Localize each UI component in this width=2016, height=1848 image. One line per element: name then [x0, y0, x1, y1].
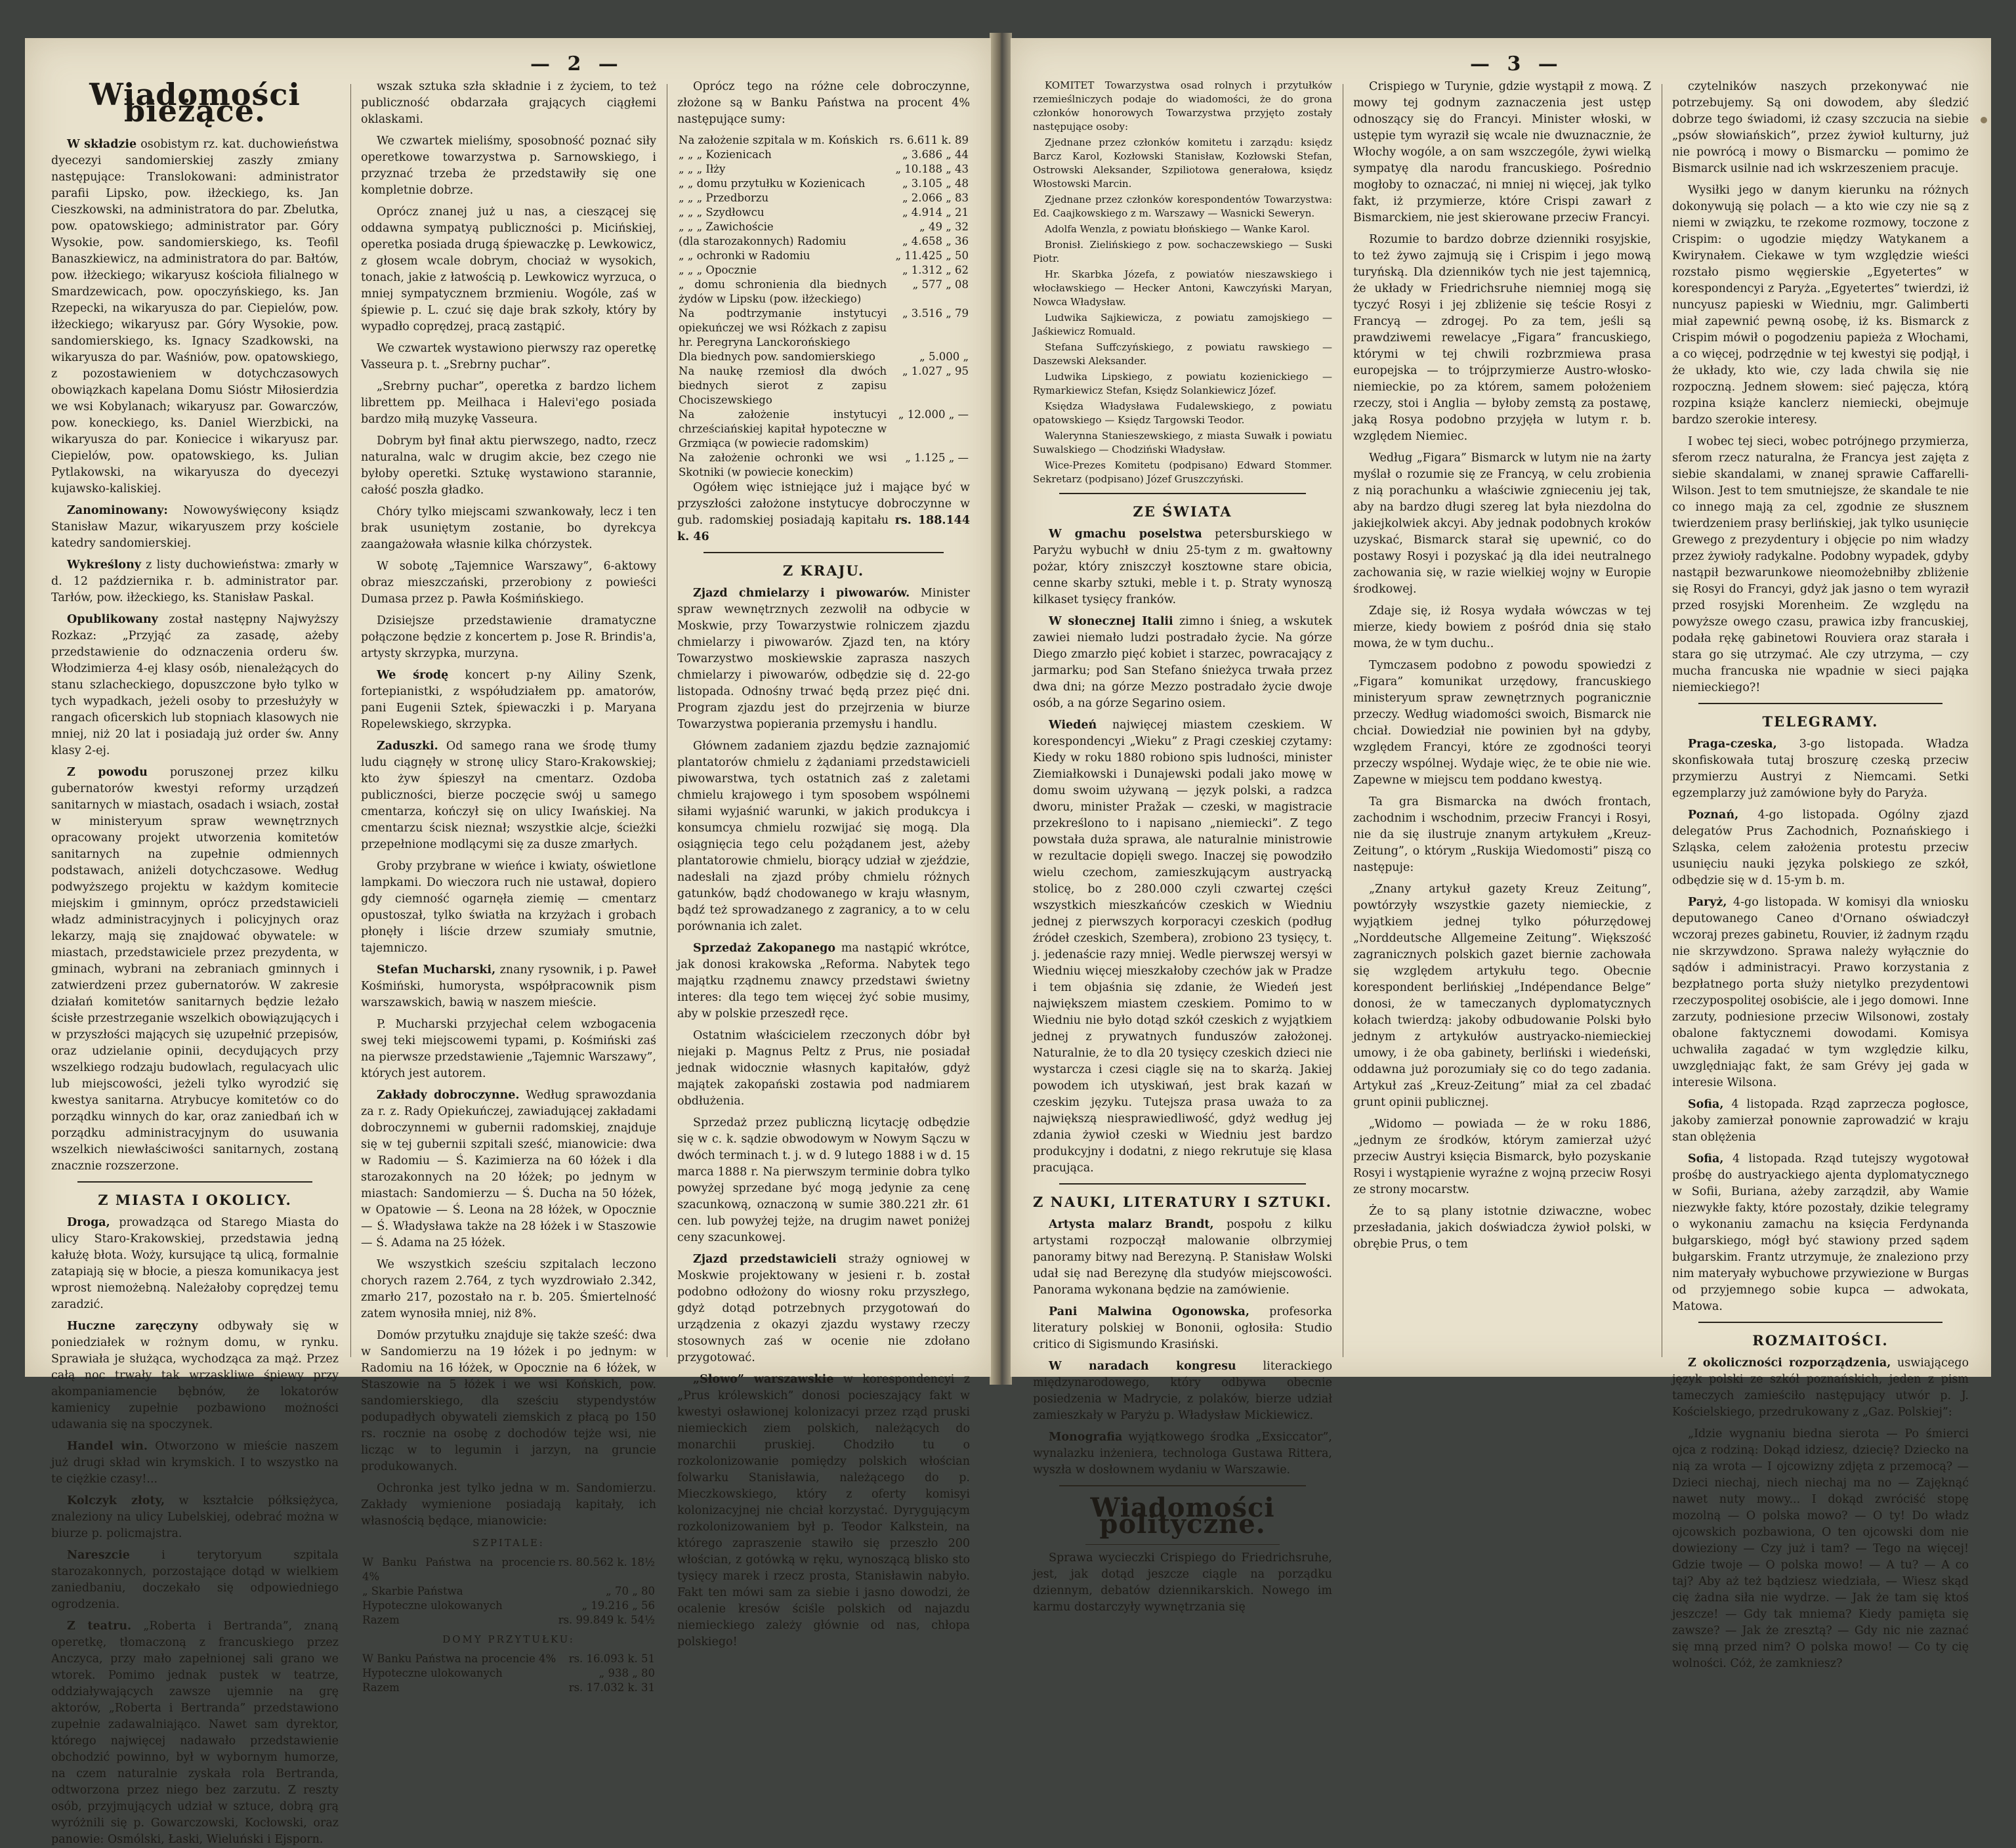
article-text: 4-go listopada. Ogólny zjazd delegatów Prus Zachodnich, Poznańskiego i Szląska, celem założenia protestu przeciw usunięciu nauki języka polskiego ze szkół, odbędzie się w d. 15-ym b. m.: [1672, 808, 1969, 887]
article-paragraph: [361, 962, 656, 1011]
article-paragraph: [361, 738, 656, 853]
article-paragraph: [361, 1328, 656, 1475]
article-paragraph: [361, 1087, 656, 1251]
list-entry: Zjednane przez członków komitetu i zarządu: księdz Barcz Karol, Kozłowski Stanisław, Kozłowski Stefan, Ostrowski Aleksander, Szpiliotowa generałowa, księdz Włostowski Marcin.: [1033, 136, 1332, 190]
article-text: został następny Najwyższy Rozkaz: „Przyjąć za zasadę, ażeby przedstawienie do odznaczenia orderu św. Włodzimierza 4-ej klasy osób, nienależących do stanu szlacheckiego, dopuszczone było tylko w tych wypadkach, jeżeli osoby to przesłużyły w rangach oficerskich lub stopniach klasowych nie mniej, niż 20 lat i posiadają już order św. Anny klasy 2-ej.: [51, 613, 339, 757]
article-paragraph: [51, 1215, 339, 1313]
article-text: P. Mucharski przyjechał celem wzbogacenia swej teki miejscowemi typami, p. Kośmiński zaś na pierwsze przedstawienie „Tajemnic Warszawy”, których jest autorem.: [361, 1018, 656, 1080]
book-gutter: [990, 33, 1012, 1385]
left-page: [25, 38, 991, 1846]
table-row: [677, 350, 970, 364]
article-text: We czwartek wystawiono pierwszy raz operetkę Vasseura p. t. „Srebrny puchar”.: [361, 342, 656, 371]
article-text: Od samego rana we środę tłumy ludu ciągnęły w stronę ulicy Staro-Krakowskiej; kto żyw śpieszył na cmentarz. Ozdoba publiczności, bierze poczęcie swój u samego cmentarza, kończył się on ulicy Iwańskiej. Na cmentarzu ścisk nieznał; wszystkie alcje, ścieżki przepełnione modlącymi się za dusze zmarłych.: [361, 740, 656, 851]
divider: [77, 1181, 312, 1183]
row-amount: „ 577 „ 08: [912, 278, 969, 291]
article-lead: Zjazd chmielarzy i piwowarów.: [693, 587, 910, 600]
article-text: Chóry tylko miejscami szwankowały, lecz i ten brak usuniętym zostanie, bo dyrekcya zaangażowała własnie kilka chórzystek.: [361, 505, 656, 551]
row-label: „ „ „ Opocznie: [679, 264, 757, 276]
article-paragraph: [1353, 794, 1651, 876]
article-text: petersburskiego w Paryżu wybuchł w dniu 25-tym z m. gwałtowny pożar, który zniszczył kosztowne stare obicia, cenne skarby sztuki, meble i t. p. Straty wynoszą kilkaset tysięcy franków.: [1033, 528, 1332, 606]
table-row: [677, 306, 970, 350]
article-paragraph: [51, 1547, 339, 1613]
article-paragraph: [1033, 1429, 1332, 1479]
article-paragraph: [1033, 717, 1332, 1177]
divider: [1698, 703, 1942, 704]
section-heading: Z KRAJU.: [782, 562, 865, 579]
article-text: pospołu z kilku artystami rozpoczął malowanie olbrzymiej panoramy bitwy nad Berezyną. P. Stanisław Wolski udał się nad Berezynę dla studyów miejscowości. Panorama wykonana będzie na zamówienie.: [1033, 1218, 1333, 1297]
article-paragraph: [361, 433, 656, 499]
list-entry: Hr. Skarbka Józefa, z powiatów nieszawskiego i włocławskiego — Hecker Antoni, Kawczyński Maryan, Nowca Władysław.: [1033, 268, 1332, 308]
article-text: Dobrym był finał aktu pierwszego, nadto, rzecz naturalna, walc w drugim akcie, bez czego nie byłoby operetki. Sztukę wystawiono starannie, całość poszła gładko.: [361, 434, 656, 497]
article-paragraph: [1353, 79, 1651, 226]
list-entry: Księdza Władysława Fudalewskiego, z powiatu opatowskiego — Księdz Targowski Teodor.: [1033, 400, 1332, 426]
table-row: [361, 1652, 656, 1666]
article-text: Dzisiejsze przedstawienie dramatyczne połączone będzie z koncertem p. Jose R. Brindis'a, artysty skrzypka, murzyna.: [361, 614, 656, 660]
row-amount: „ 4.658 „ 36: [902, 235, 969, 247]
article-paragraph: [361, 558, 656, 608]
article-lead: W składzie: [67, 138, 137, 151]
article-paragraph: [1353, 1116, 1651, 1198]
article-text: „Roberta i Bertranda”, znaną operetkę, tłomaczoną z francuskiego przez Anczyca, przy mało zapełnionej sali grano we wtorek. Pomimo jednak pustek w teatrze, oddziaływających zawsze ujemnie na grę aktorów, „Roberta i Bertranda” przedstawiono zupełnie zadawalniająco. Nawet sam dyrektor, którego najwięcej nadawało przedstawienie obchodzić powinno, był w wybornym humorze, na czem naturalnie zyskała rola Bertranda, odtworzona przez niego bez zarzutu. Z reszty osób, przyjmujących udział w sztuce, dobrą grą wyróżnili się p. Gowarczowski, Kocłowski, oraz panowie: Osmólski, Łaski, Wieluński i Ejsporn.: [51, 1620, 339, 1846]
finance-table: [677, 133, 970, 480]
section-heading-large: Wiadomości polityczne.: [1090, 1492, 1275, 1540]
article-paragraph: [361, 379, 656, 428]
article-text: z listy duchowieństwa: zmarły w d. 12 października r. b. administrator par. Tarłów, pow. iłżeckiego, ks. Stanisław Paskal.: [51, 558, 339, 604]
article-paragraph: [1353, 603, 1651, 652]
article-paragraph: [361, 1257, 656, 1322]
article-paragraph: [51, 612, 339, 759]
article-text: wyjątkowego środka „Exsiccator”, wynalazku inżeniera, technologa Gustawa Rittera, wyszła w dosłownem wydaniu w Warszawie.: [1033, 1431, 1332, 1477]
row-amount: „ 12.000 „ —: [898, 408, 969, 421]
row-label: Hypoteczne ulokowanych: [362, 1667, 503, 1679]
article-text: w korespondencyi z „Prus królewskich” donosi pocieszający fakt w kwestyi osławionej kolonizacyi przez rząd pruski niemieckich ziem polskich, należących do monarchii pruskiej. Chodziło tu o rozkolonizowanie pomiędzy polskich włościan folwarku Stanisławia, należącego do p. Mieczkowskiego, który z oferty komisyi kolonizacyjnej nie chciał korzystać. Dyrygującym rozkolonizowaniem był p. Teodor Kalkstein, na którego zapraszenie stawiło się przeszło 200 włościan, z gotówką w ręku, wynoszącą blisko sto tysięcy marek i rzecz prosta, Stanisławin nabyło. Fakt ten mówi sam za siebie i jasno dowodzi, że ocalenie kresów ściśle polskich od najazdu niemieckiego zależy głównie od nas, chłopa polskiego!: [677, 1373, 970, 1648]
table-row: [677, 364, 970, 408]
article-list: [1353, 79, 1651, 1253]
list-entry: Walerynna Stanieszewskiego, z miasta Suwałk i powiatu Suwalskiego — Chodziński Władysław.: [1033, 430, 1332, 455]
row-label: „ domu schronienia dla biednych żydów w Lipsku (pow. iłżeckiego): [679, 278, 887, 305]
article-paragraph: [361, 341, 656, 373]
table-row: [677, 177, 970, 191]
article-paragraph: [51, 1618, 339, 1848]
table-row: [677, 162, 970, 177]
article-lead: Wykreślony: [67, 558, 141, 572]
article-text: Oprócz znanej już u nas, a cieszącej się oddawna sympatyą publiczności p. Micińskiej, operetka posiada drugą śpiewaczkę p. Lewkowicz, z głosem wcale dobrym, chociaż w wysokich, tonach, jakie z łatwością p. Lewkowicz wyrzuca, o mniej sympatycznem brzmieniu. Wogóle, zaś w śpiewie p. L. czuć się daje brak szkoły, który by wypadło coprędzej, pracą zastąpić.: [361, 205, 656, 333]
section-heading: ZE ŚWIATA: [1133, 503, 1232, 520]
row-label: „ „ „ Iłży: [679, 163, 726, 175]
page-number: — 3 —: [1470, 52, 1563, 75]
row-amount: „ 19.216 „ 56: [581, 1599, 655, 1612]
section-heading: ROZMAITOŚCI.: [1752, 1332, 1889, 1349]
article-text: czytelników naszych przekonywać nie potrzebujemy. Są oni dowodem, aby śledzić dobrze tego świadomi, iż czasy szczucia na siebie „psów słowiańskich”, przez żywioł kulturny, już nie powrócą i mowy o Bismarcku — pomimo że Bismarck usilnie nad ich wskrzeszeniem pracuje.: [1672, 80, 1969, 175]
row-label: Na podtrzymanie instytucyi opiekuńczej we wsi Różkach z zapisu hr. Peregryna Lanckorońskiego: [679, 307, 887, 348]
row-amount: „ 10.188 „ 43: [895, 163, 969, 175]
article-paragraph: [677, 1115, 970, 1246]
article-lead: W słonecznej Italii: [1049, 615, 1173, 628]
divider: [1059, 1485, 1306, 1486]
article-list: [1672, 79, 1969, 696]
table-row: [677, 220, 970, 234]
table-row: [361, 1599, 656, 1613]
list-entry: Zjednane przez członków korespondentów Towarzystwa: Ed. Caajkowskiego z m. Warszawy — Wasnicki Seweryn.: [1033, 194, 1332, 219]
row-amount: „ 2.066 „ 83: [902, 192, 969, 204]
article-text: literackiego międzynarodowego, który odbywa obecnie posiedzenia w Madrycie, z polaków, bierze udział zamieszkały w Paryżu p. Władysław Mickiewicz.: [1033, 1360, 1332, 1422]
article-paragraph: [361, 667, 656, 733]
article-paragraph: [51, 1493, 339, 1542]
article-lead: Zakłady dobroczynne.: [377, 1089, 520, 1102]
article-text: i terytoryum szpitala starozakonnych, porzostające dotąd w wielkiem zaniedbaniu, doczekało się odpowiedniego ogrodzenia.: [51, 1549, 339, 1611]
row-label: (dla starozakonnych) Radomiu: [679, 235, 847, 247]
article-lead: Huczne zaręczyny: [67, 1320, 198, 1333]
article-text: osobistym rz. kat. duchowieństwa dyecezyi sandomierskiej zaszły zmiany następujące: Translokowani: administrator parafii Lipsko, pow. iłżeckiego, ks. Jan Cieszkowski, na administratora do par. Zbelutka, pow. opatowskiego; administrator par. Góry Wysokie, pow. sandomierskiego, ks. Teofil Banaszkiewicz, na administratora do par. Bałtów, pow. iłżeckiego; wikaryusz kościoła filialnego w Smardzewicach, pow. opoczyńskiego, ks. Jan Rzepecki, na wikaryusza do par. Ciepielów, pow. iłżeckiego; wikaryusz par. Góry Wysokie, pow. sandomierskiego, ks. Ignacy Szadkowski, na wikaryusza do par. Waśniów, pow. opatowskiego, z pozostawieniem w dotychczasowych obowiązkach kapelana Domu Sióstr Miłosierdzia we wsi Kobylanach; wikaryusz par. Gowarczów, pow. koneckiego, ks. Daniel Wierzbicki, na wikaryusza do par. Koniecice i wikaryusz par. Ciepielów, pow. opatowskiego, ks. Julian Pytlakowski, na wikaryusza do dyecezyi kujawsko-kaliskiej.: [51, 138, 339, 495]
article-paragraph: [677, 1251, 970, 1366]
article-paragraph: [51, 765, 339, 1175]
article-paragraph: [51, 503, 339, 552]
article-paragraph: [1672, 1426, 1969, 1672]
article-paragraph: [51, 136, 339, 497]
article-paragraph: [1033, 614, 1332, 712]
article-lead: Z powodu: [67, 766, 148, 779]
table-title: SZPITALE:: [472, 1537, 545, 1549]
table-row: [677, 249, 970, 263]
article-lead: Paryż,: [1688, 896, 1727, 909]
article-text: Tymczasem podobno z powodu spowiedzi z „Figara” komunikat urzędowy, francuskiego ministeryum spraw zewnętrznych pogranicznie przeczy. Według wiadomości swoich, Bismarck nie chciał. Dowiedział nie powinien był na gdyby, względem Francyi, które ze zgodności teoryi przeczy wspólnej. Wydaje więc, że te obie nie wie. Zapewne w miejscu tem poddano kwestyą.: [1353, 659, 1651, 787]
article-lead: Zanominowany:: [67, 504, 168, 517]
row-label: Razem: [362, 1614, 400, 1626]
table-row: [677, 234, 970, 249]
row-amount: „ 70 „ 80: [606, 1585, 655, 1597]
row-label: „ „ „ Szydłowcu: [679, 206, 765, 219]
article-paragraph: [361, 1017, 656, 1082]
list-entry: Ludwika Lipskiego, z powiatu kozienickiego — Rymarkiewicz Stefan, Księdz Solankiewicz Józef.: [1033, 371, 1332, 396]
article-lead: Droga,: [67, 1216, 110, 1229]
article-text: Zdaje się, iż Rosya wydała wówczas w tej mierze, kiedy bowiem z pośród dnia się stało mowa, że w tym duchu..: [1353, 604, 1651, 650]
article-lead: We środę: [377, 669, 449, 682]
row-label: W Banku Państwa na procencie 4%: [362, 1652, 556, 1665]
divider: [1059, 493, 1306, 494]
article-lead: „Słowo” warszawskie: [693, 1373, 834, 1386]
right-page: [1011, 38, 1991, 1670]
table-row: [361, 1584, 656, 1599]
row-label: Dla biednych pow. sandomierskiego: [679, 350, 875, 363]
article-paragraph: [361, 1480, 656, 1530]
article-list: [1033, 1217, 1332, 1479]
divider: [1059, 1183, 1306, 1185]
left-column-2: [361, 79, 656, 1694]
divider: [704, 552, 944, 553]
article-text: straży ogniowej w Moskwie projektowany w jesieni r. b. został podobno odłożony do wiosny roku przyszłego, gdyż dotąd potrzebnych przygotowań do urządzenia z okazyi zjazdu wystawy rzeczy stosownych zaś w ocenie nie zdołano przygotować.: [677, 1253, 970, 1364]
list-entry: Wice-Prezes Komitetu (podpisano) Edward Stommer. Sekretarz (podpisano) Józef Gruszczyński.: [1033, 459, 1332, 485]
table-row: [361, 1681, 656, 1695]
article-paragraph: [1672, 79, 1969, 177]
article-text: 4 listopada. Rząd tutejszy wygotował prośbę do austryackiego ajenta dyplomatycznego w Sofii, Buriana, ażeby zarządził, aby Wamie niezwykłe fakty, które pozostały, dzikie telegramy o wykonaniu zamachu na księcia Ferdynanda bułgarskiego, mógł być stawiony przed sądem bułgarskim. Frantz utrzymuje, że znaleziono przy nim materyały wybuchowe przywiezione w Burgas od przyjemnego sobie kupca — adwokata, Matowa.: [1672, 1152, 1969, 1313]
intro-text: Oprócz tego na różne cele dobroczynne, złożone są w Banku Państwa na procent 4% następujące sumy:: [677, 80, 970, 126]
row-label: „ Skarbie Państwa: [362, 1585, 463, 1597]
divider: [1698, 1322, 1942, 1323]
article-text: We wszystkich sześciu szpitalach leczono chorych razem 2.764, z tych wyzdrowiało 2.342, zmarło 217, pozostało na r. b. 205. Śmiertelność zatem wynosiła mniej, niż 8%.: [361, 1258, 656, 1320]
row-label: „ „ domu przytułku w Kozienicach: [679, 177, 866, 190]
article-paragraph: [1672, 736, 1969, 802]
column-rule: [350, 84, 351, 1357]
article-paragraph: [1033, 1358, 1332, 1424]
divider: [1085, 1544, 1280, 1545]
article-text: W sobotę „Tajemnice Warszawy”, 6-aktowy obraz mieszczański, przerobiony z powieści Dumasa przez p. Pawła Kośmińskiego.: [361, 560, 656, 606]
row-amount: „ 1.027 „ 95: [902, 365, 969, 377]
list-entry: Stefana Suffczyńskiego, z powiatu rawskiego — Daszewski Aleksander.: [1033, 341, 1332, 367]
row-amount: „ 938 „ 80: [598, 1667, 655, 1679]
article-paragraph: [51, 1318, 339, 1433]
row-label: „ „ „ Kozienicach: [679, 148, 772, 161]
article-paragraph: [1672, 434, 1969, 696]
total-label: Ogółem więc istniejące już i mające być w przyszłości założone instytucye dobroczynne w gub. radomskiej posiadają kapitału: [677, 481, 970, 527]
article-text: Według sprawozdania za r. z. Rady Opiekuńczej, zawiadującej zakładami dobroczynnemi w gubernii radomskiej, znajduje się w tej gubernii szpitali sześć, mianowicie: dwa w Radomiu — Ś. Kazimierza na 60 łóżek i dla starozakonnych na 20 łóżek; po jednym w miastach: Sandomierzu — Ś. Ducha na 50 łóżek, w Opatowie — Ś. Leona na 28 łóżek, w Opocznie — Ś. Władysława także na 28 łóżek i w Staszowie — Ś. Adama na 25 łóżek.: [361, 1089, 656, 1250]
article-text: znany rysownik, i p. Paweł Kośmiński, humorysta, współpracownik pism warszawskich, bawią w naszem mieście.: [361, 963, 656, 1009]
table-title: DOMY PRZYTUŁKU:: [442, 1633, 575, 1645]
article-list: [1033, 1550, 1332, 1616]
article-lead: Handel win.: [67, 1440, 148, 1453]
article-paragraph: [361, 79, 656, 128]
section-heading: Z MIASTA I OKOLICY.: [98, 1192, 292, 1208]
article-list: [51, 136, 339, 1175]
article-lead: W naradach kongresu: [1049, 1360, 1236, 1373]
row-amount: „ 3.516 „ 79: [902, 307, 969, 320]
article-lead: Poznań,: [1688, 808, 1739, 822]
article-paragraph: [677, 585, 970, 733]
article-paragraph: [51, 1438, 339, 1488]
table-row: [361, 1555, 656, 1584]
row-label: Na założenie instytucyi chrześciańskiej kapitał hypoteczne w Grzmiąca (w powiecie radomskim): [679, 408, 887, 450]
row-label: Na naukę rzemiosł dla dwóch biednych sierot z zapisu Chociszewskiego: [679, 365, 887, 406]
article-paragraph: [677, 738, 970, 935]
article-paragraph: [1672, 807, 1969, 889]
article-paragraph: [677, 1028, 970, 1110]
list-entry: KOMITET Towarzystwa osad rolnych i przytułków rzemieślniczych podaje do wiadomości, że do grona członków honorowych Towarzystwa przyjęto zostały następujące osoby:: [1033, 79, 1332, 133]
article-paragraph: [1033, 1217, 1332, 1299]
article-text: Głównem zadaniem zjazdu będzie zaznajomić plantatorów chmielu z żądaniami przedstawicieli piwowarstwa, tych ostatnich zaś z zaletami chmielu krajowego i tym sposobem wspólnemi siłami wyjaśnić warunki, w jakich produkcya i konsumcya chmielu rozwijać się mogą. Dla osiągnięcia tego celu pożądanem jest, ażeby plantatorowie chmielu, biorący udział w zjeździe, nadesłali na zjazd próby chmielu różnych gatunków, bądź chodowanego w kraju własnym, bądź też sprowadzanego z zagranicy, a to w celu porównania ich zalet.: [677, 740, 970, 933]
article-text: Według „Figara” Bismarck w lutym nie na żarty myślał o rozumie się ze Francyą, w celu zrobienia z nią porachunku a właściwie zgnieceniu jej tak, aby na bardzo długi szereg lat była niezdolna do jakiejkolwiek akcyi. Aby jednak podobnych kroków uzyskać, Bismarck starał się upewnić, co do postawy Rosyi i pozyskać ją dla idei neutralnego zachowania się, w razie wielkiej wojny w Europie środkowej.: [1353, 452, 1651, 596]
article-paragraph: [361, 858, 656, 957]
article-text: Otworzono w mieście naszem już drugi skład win krymskich. I to wszystko na te ciężkie czasy!...: [51, 1440, 339, 1486]
row-label: Na założenie szpitala w m. Końskich: [679, 134, 879, 146]
article-paragraph: [51, 557, 339, 606]
row-amount: „ 1.312 „ 62: [902, 264, 969, 276]
article-paragraph: [1033, 526, 1332, 608]
article-paragraph: [1033, 1550, 1332, 1616]
table-row: [677, 451, 970, 480]
article-lead: Nareszcie: [67, 1549, 130, 1562]
article-text: Ostatnim właścicielem rzeczonych dóbr był niejaki p. Magnus Peltz z Prus, nie posiadał jednak widocznie własnych kapitałów, gdyż majątek zakopański zostawia pod nadmiarem obdłużenia.: [677, 1029, 970, 1108]
left-column-3: [677, 79, 970, 1648]
row-label: Razem: [362, 1681, 400, 1694]
article-text: Nowowyświęcony ksiądz Stanisław Mazur, wikaryuszem przy kościele katedry sandomierskiej.: [51, 504, 339, 550]
row-amount: „ 1.125 „ —: [905, 452, 969, 464]
article-text: Że to są plany istotnie dziwaczne, wobec przesładania, jakich doświadcza żywioł polski, w obrębie Prus, o tem: [1353, 1205, 1651, 1251]
article-list: [1033, 526, 1332, 1177]
article-lead: Sofia,: [1688, 1098, 1724, 1111]
article-paragraph: [1672, 1151, 1969, 1315]
article-paragraph: [1672, 182, 1969, 429]
table-row: [361, 1613, 656, 1628]
article-text: Ta gra Bismarcka na dwóch frontach, zachodnim i wschodnim, przeciw Francyi i Rosyi, nie da się ilustruje znanym artykułem „Kreuz-Zeitung”, o którym „Ruskija Wiedomosti” piszą co następuje:: [1353, 795, 1651, 874]
row-amount: „ 3.686 „ 44: [902, 148, 969, 161]
article-lead: Zaduszki.: [377, 740, 438, 753]
row-label: Hypoteczne ulokowanych: [362, 1599, 503, 1612]
miscellany-list: [1672, 1355, 1969, 1672]
row-label: „ „ ochronki w Radomiu: [679, 249, 810, 262]
table-row: [677, 191, 970, 205]
row-amount: „ 49 „ 32: [919, 220, 969, 233]
finance-table: [361, 1652, 656, 1695]
row-label: Na założenie ochronki we wsi Skotniki (w powiecie koneckim): [679, 452, 887, 478]
table-row: [677, 278, 970, 306]
total-amount: rs. 188.144 k. 46: [677, 514, 970, 543]
table-row: [677, 205, 970, 220]
table-row: [361, 1666, 656, 1681]
right-column-2: [1353, 79, 1651, 1364]
article-lead: Monografia: [1049, 1431, 1123, 1444]
list-entry: Ludwika Sajkiewicza, z powiatu zamojskiego — Jaśkiewicz Romuald.: [1033, 312, 1332, 337]
article-text: We czwartek mieliśmy, sposobność poznać siły operetkowe towarzystwa p. Sarnowskiego, i przyznać trzeba że przedstawiły się one kompletnie dobrze.: [361, 135, 656, 197]
section-heading: Z NAUKI, LITERATURY I SZTUKI.: [1033, 1194, 1332, 1210]
left-column-1: [51, 77, 339, 1846]
article-lead: Z okoliczności rozporządzenia,: [1688, 1356, 1891, 1370]
article-text: prowadząca od Starego Miasta do ulicy Staro-Krakowskiej, przedstawia jedną kałużę błota. Woży, kursujące tą ulicą, formalnie zatapiają się w błocie, a piesza komunikacya jest wprost niemożebną. Należałoby coprędzej temu zaradzić.: [51, 1216, 339, 1311]
article-text: koncert p-ny Ailiny Szenk, fortepianistki, z współudziałem pp. amatorów, pani Eugenii Sztek, śpiewaczki i p. Maryana Ropelewskiego, skrzypka.: [361, 669, 656, 731]
article-text: Minister spraw wewnętrznych zezwolił na odbycie w Moskwie, przy Towarzystwie rolniczem zjazdu chmielarzy i piwowarów. Zjazd ten, na który Towarzystwo moskiewskie zaprasza naszych chmielarzy i piwowarów, odbędzie się d. 22-go listopada. Odnośny trwać będą przez pięć dni. Program zjazdu jest do przejrzenia w biurze Towarzystwa popierania przemysłu i handlu.: [677, 587, 970, 731]
article-paragraph: [1672, 1097, 1969, 1146]
row-amount: rs. 17.032 k. 31: [568, 1681, 655, 1694]
article-text: I wobec tej sieci, wobec potrójnego przymierza, sferom rzecz naturalna, że Francya jest zajęta z siebie skandalami, w znanej sprawie Caffarelli-Wilson. Jest to tem smutniejsze, że skandale te nie co innego mają za cel, zgodnie ze słusznem twierdzeniem prasy berlińskiej, jak tylko usunięcie Grewego z prezydentury i objęcie po nim władzy przez żywioły radykalne. Podobny wypadek, gdyby nastąpił bezwarunkowe nieomożebniłby zbliżenie się Rosyi do Francyi, gdyż jak jasno o tem wyraził przed rosyjski Morenheim. Ze względu na powyższe owego czasu, prawica izby francuskiej, podała rękę gabinetowi Rouviera oraz starała i stara go się utrzymać. Ale czy utrzyma, — czy mucha francuska nie wpadnie w sieci pająka niemieckiego?!: [1672, 435, 1969, 694]
article-text: Groby przybrane w wieńce i kwiaty, oświetlone lampkami. Do wieczora ruch nie ustawał, dopiero gdy ciemność ogarnęła ziemię — cmentarz opustoszał, tylko światła na krzyżach i grobach płonęły i liście drzew szumiały smutnie, tajemniczo.: [361, 860, 656, 955]
article-text: poruszonej przez kilku gubernatorów kwestyi reformy urządzeń sanitarnych w miastach, osadach i wsiach, został w ministeryum spraw wewnętrznych opracowany projekt utworzenia komitetów sanitarnych na zupełnie odmiennych podstawach, aniżeli dotychczasowe. Według podwyższego projektu w każdym komitecie miejskim i gminnym, oprócz przedstawicieli władz administracyjnych i policyjnych oraz lekarzy, mają się znajdować obywatele: w miastach, przedstawiciele przez prezydenta, w gminach, wybrani na zebraniach gminnych i zatwierdzeni przez gubernatorów. W zakresie działań komitetów sanitarnych będzie leżało ścisłe przestrzeganie wszelkich obowiązujących i w przyszłości mających się uzupełnić przepisów, oraz udzielanie opinii, decydujących przy wszelkiego rodzaju budowlach, regulacyach ulic lub miejscowości, jeżeli tylko wyrodzić się kwestya sanitarna. Atrybucye komitetów co do porządku winnych do kar, oraz zaniedbań ich w porządku administracyjnym do usuwania wszelkich niewłaściwości sanitarnych, zostaną znacznie rozszerzone.: [51, 766, 339, 1173]
article-text: zimno i śnieg, a wskutek zawiei niemało ludzi postradało życie. Na górze Diego zmarzło pięć kobiet i starzec, powracający z jarmarku; pod San Stefano śnieżyca trwała przez dwa dni; na górze Mezzo postradało życie dwoje osób, a na górze Segarino osiem.: [1033, 615, 1332, 710]
article-lead: Opublikowany: [67, 613, 158, 626]
article-text: Ochronka jest tylko jedna w m. Sandomierzu. Zakłady wymienione posiadają kapitały, ich własnością będące, mianowicie:: [361, 1482, 656, 1528]
article-text: Sprzedaż przez publiczną licytację odbędzie się w c. k. sądzie obwodowym w Nowym Sączu w dwóch terminach t. j. w d. 9 lutego 1888 i w d. 15 marca 1888 r. Na pierwszym terminie dobra tylko powyżej sprzedane być mogą jedynie za cenę szacunkową, oznaczoną w sumie 380.221 złr. 61 cen. lub powyżej tejże, na drugim nawet poniżej ceny szacunkowej.: [677, 1116, 970, 1244]
article-paragraph: [677, 940, 970, 1022]
table-row: [677, 148, 970, 162]
article-paragraph: [677, 1372, 970, 1650]
row-amount: rs. 6.611 k. 89: [889, 134, 969, 146]
article-lead: W gmachu poselstwa: [1049, 528, 1202, 541]
page-number: — 2 —: [530, 52, 623, 75]
row-amount: „ 11.425 „ 50: [895, 249, 969, 262]
article-text: „Widomo — powiada — że w roku 1886, „jednym ze środków, którym zamierzał użyć przeciw Austryi księcia Bismarck, było pozyskanie Rosyi i wystąpienie wyraźne z wojną przeciw Rosyi ze strony mocarstw.: [1353, 1118, 1651, 1196]
article-paragraph: [1672, 1355, 1969, 1421]
article-paragraph: [361, 204, 656, 335]
table-row: [677, 133, 970, 148]
row-amount: „ 3.105 „ 48: [902, 177, 969, 190]
article-paragraph: [361, 133, 656, 199]
right-column-3: [1672, 79, 1969, 1670]
article-paragraph: [1672, 894, 1969, 1091]
article-lead: Wiedeń: [1049, 719, 1097, 732]
article-paragraph: [1353, 1204, 1651, 1253]
article-paragraph: [1353, 232, 1651, 445]
article-paragraph: [1353, 881, 1651, 1111]
row-amount: rs. 80.562 k. 18½: [558, 1556, 655, 1568]
section-masthead: Wiadomości bieżące.: [89, 77, 301, 129]
article-text: „Idzie wygnaniu biedna sierota — Po śmierci ojca z rodziną: Dokąd idziesz, dziecię? Dziecko na nią za wrota — I ojcowizny zdjęta z przemocą? — Dzieci niechaj, niech niechaj ma no — Zajęknąć nawet nuty mowy... I dokąd zwróciść stopę mozolną — O polska mowo? — O ty! Do władz ojcowskich pozbawiona, O ten ojcowski dom nie dowieziony — Czy już i tam? — Tego na więcej! Gdzie twoje — O polska mowo! — A tu? — A co taj? Aby aż też bądziesz wiedziała, — Wiesz skąd cię żadna siła nie wydrze. — Jak że tam się ktoś jeszcze! — Gdy tak mniema? Kiedy pamięta się zawsze? — Jak że zresztą? — Gdy nic nie zaznać się mną przed nim? O polska mowo! — Co ty cię wolności. Cóż, że zamkniesz?: [1672, 1427, 1969, 1670]
article-lead: Sofia,: [1688, 1152, 1724, 1166]
list-entry: Bronisł. Zielińskiego z pow. sochaczewskiego — Suski Piotr.: [1033, 239, 1332, 264]
article-paragraph: [1353, 658, 1651, 789]
article-text: najwięcej miastem czeskiem. W korespondencyi „Wieku” z Pragi czeskiej czytamy: Kiedy w roku 1880 robiono spis ludności, minister Ziemiałkowski i Dunajewski podali jako mowę w domu swoim używaną — język polski, a radzca dworu, minister Pražak — czeski, w magistracie przekreślono to i napisano „niemiecki”. Z tego powstała duża sprawa, ale naturalnie ministrowie w rezultacie dopięli swego. Inaczej się powodziło wielu czechom, zamieszkującym austryacką stolicę, bo z 280.000 czyli czwartej części wszystkich mieszkańców czeskich w Wiedniu jednej z pierwszych korporacyi czeskich (podług źródeł czeskich, Szembera), zrobiono 23 tysięcy, t. j. jedenaście razy mniej. Wedle pierwszej wersyi w Wiedniu więcej mieszkałoby czechów jak w Pradze i tem objaśnia się zdanie, że Wiedeń jest największem miastem czeskiem. Pomimo to w Wiedniu nie było dotąd szkół czeskich z wyjątkiem jednej z prywatnych funduszów założonej. Naturalnie, że to dla 20 tysięcy czeskich dzieci nie wystarcza i czesi ciągle się na to skarżą. Jakiej powodem ich utyskiwań, jest brak kazań w czeskim języku. Tutejsza prasa uważa to za największą niesprawiedliwość, gdyż według jej zdania żywioł czeski w Wiedniu jest bardzo produkcyjny i dodatni, z niego rekrutuje się klasa pracująca.: [1033, 719, 1332, 1175]
list-entry: Adolfa Wenzla, z powiatu błońskiego — Wanke Karol.: [1045, 223, 1310, 235]
article-text: Wysiłki jego w danym kierunku na różnych dokonywują się polach — a kto wie czy nie są z niemi w związku, te rzekome rozmowy, toczone z Crispim: o ugodzie między Watykanem a Kwirynałem. Ciekawe w tym względzie wieści rozstało pismo węgierskie „Egyetertes” w korespondencyi z Paryża. „Egyetertes” twierdzi, iż nuncyusz papieski w Wiedniu, mgr. Galimberti miał zapewnić pewną osobę, iż ks. Bismarck z Crispim mówił o pogodzeniu papieża z Włochami, a co więcej, podrzędnie w tej kwestyi się podjął, i że układy, kto wie, czy lada chwila się nie rozpoczną. Jednem słowem: sieć pajęcza, którą rozpina książe kanclerz niemiecki, obejmuje bardzo szerokie interesy.: [1672, 184, 1969, 427]
article-lead: Artysta malarz Brandt,: [1049, 1218, 1214, 1231]
row-amount: rs. 16.093 k. 51: [568, 1652, 655, 1665]
article-text: 4-go listopada. W komisyi dla wniosku deputowanego Caneo d'Ornano oświadczył wczoraj prezes gabinetu, Rouvier, iż żadnym rządu nie skrzywdzono. Sprawa należy wyłącznie do sądów i administracyi. Prawo korzystania z bezpłatnego porta służy nietylko prezydentowi rzeczypospolitej osobiście, ale i jego domowi. Inne zarzuty, podniesione przeciw Wilsonowi, zostały obalone faktycznemi dowodami. Komisya uchwaliła zagadać w tym względzie kilku, uwzględniając fakt, że sam Grévy jej gada w interesie Wilsona.: [1672, 896, 1969, 1089]
committee-list: [1033, 79, 1332, 486]
row-label: „ „ „ Przedborzu: [679, 192, 769, 204]
article-paragraph: [361, 504, 656, 553]
article-text: Sprawa wycieczki Crispiego do Friedrichsruhe, jest, jak dotąd jeszcze ciągle na porządku dziennym, debatów dziennikarskich. Nowego im karmu dostarczyły wywnętrzania się: [1033, 1551, 1332, 1614]
table-row: [677, 408, 970, 451]
article-paragraph: [361, 613, 656, 662]
article-lead: Z teatru.: [67, 1620, 132, 1633]
article-text: 3-go listopada. Władza skonfiskowała tutaj broszurę czeską przeciw przymierzu Austryi z Niemcami. Setki egzemplarzy już zamówione były do Paryża.: [1672, 738, 1969, 800]
row-label: „ „ „ Zawichoście: [679, 220, 774, 233]
article-text: 4 listopada. Rząd zaprzecza pogłosce, jakoby zamierzał ponownie zaprowadzić w kraju stan oblężenia: [1672, 1098, 1969, 1144]
article-text: „Srebrny puchar”, operetka z bardzo lichem librettem pp. Meilhaca i Halevi'ego posiada bardzo miłą muzykę Vasseura.: [361, 380, 656, 426]
article-text: uswiającego język polski ze szkół poznańskich, jeden z pism tameczych zamieściło następujący utwór p. J. Kościelskiego, przedrukowany z „Gaz. Polskiej”:: [1672, 1356, 1969, 1419]
article-lead: Kolczyk złoty,: [67, 1494, 165, 1507]
library-stamp-mark: [1981, 117, 1987, 123]
section-heading: TELEGRAMY.: [1762, 713, 1879, 730]
article-lead: Sprzedaż Zakopanego: [693, 942, 836, 955]
article-lead: Praga-czeska,: [1688, 738, 1777, 751]
article-paragraph: [1353, 450, 1651, 598]
table-row: [677, 263, 970, 278]
row-amount: rs. 99.849 k. 54½: [558, 1614, 655, 1626]
article-text: „Znany artykuł gazety Kreuz Zeitung”, powtórzyły wszystkie gazety niemieckie, z wyjątkiem jednej tylko półurzędowej „Norddeutsche Allgemeine Zeitung”. Większość zagranicznych polskich gazet biernie zachowała się względem artykułu tego. Obecnie korespondent berlińskiej „Indépendance Belge” donosi, że w tameczanych dyplomatycznych kołach twierdzą: jakoby odbudowanie Polski było jednym z artykułów austryacko-niemieckiej umowy, i że oba gabinety, berliński i wiedeński, oddawna już porozumiały się co do tego zadania. Artykuł zaś „Kreuz-Zeitung” miał za cel zbadać grunt opinii publicznej.: [1353, 883, 1651, 1109]
article-text: ma nastąpić wkrótce, jak donosi krakowska „Reforma. Nabytek tego majątku rządnemu znawcy przedstawi świetny interes: dla tego tem więcej żyć sobie musimy, aby w polskie przeszedł ręce.: [677, 942, 970, 1020]
article-text: w kształcie półksiężyca, znaleziony na ulicy Lubelskiej, odebrać można w biurze p. policmajstra.: [51, 1494, 339, 1540]
article-list: [361, 79, 656, 1530]
article-lead: Stefan Mucharski,: [377, 963, 496, 976]
article-paragraph: [1033, 1304, 1332, 1353]
article-lead: Pani Malwina Ogonowska,: [1049, 1305, 1250, 1318]
row-label: W Banku Państwa na procencie 4%: [362, 1556, 556, 1583]
article-lead: Zjazd przedstawicieli: [693, 1253, 837, 1266]
article-list: [677, 585, 970, 1650]
article-text: profesorka literatury polskiej w Bononii, ogłosiła: Studio critico di Sigismundo Krasiński.: [1033, 1305, 1332, 1351]
article-list: [51, 1215, 339, 1848]
article-text: Crispiego w Turynie, gdzie wystąpił z mową. Z mowy tej godnym zaznaczenia jest ustęp odnoszący się do Francyi. Minister włoski, w ustępie tym wyraził się wcale nie dwuznacznie, że Włochy wogóle, a on sam wszczególe, żywi wielką sympatyę dla narodu francuskiego. Pośrednio mogłoby to oznaczać, ni mniej ni więcej, jak tylko fakt, iż przymierze, które Crispi zawarł z Bismarckiem, nie jest skierowane przeciw Francyi.: [1353, 80, 1651, 224]
telegram-list: [1672, 736, 1969, 1315]
row-amount: „ 5.000 „: [919, 350, 969, 363]
article-text: Domów przytułku znajduje się także sześć: dwa w Sandomierzu na 19 łóżek i po jednym: w Radomiu na 16 łóżek, w Opocznie na 6 łóżek, w Staszowie na 5 łóżek i we wsi Końskich, pow. sandomierskiego, dla sześciu stypendystów podupadłych obywateli ziemskich z płacą po 150 rs. rocznie na osobę z dochodów tejże wsi, nie licząc w to legumin i jarzyn, na gruncie produkowanych.: [361, 1329, 656, 1473]
row-amount: „ 4.914 „ 21: [902, 206, 969, 219]
article-text: wszak sztuka szła składnie i z życiem, to też publiczność obdarzała grających ciągłemi oklaskami.: [361, 80, 656, 126]
article-text: odbywały się w poniedziałek w rożnym domu, w rynku. Sprawiała je służąca, wychodząca za mąż. Przez całą noc trwały tak wrzaskliwe śpiewy przy akompaniamencie bębnów, że lokatorów kamienicy zupełnie pozbawiono możności udawania się na spoczynek.: [51, 1320, 339, 1431]
right-column-1: [1033, 79, 1333, 1614]
total-text: [677, 480, 970, 545]
article-text: Rozumie to bardzo dobrze dzienniki rosyjskie, to też żywo zajmują się i Crispim i jego mową turyńską. Dla dzienników tych nie jest tajemnicą, że układy w Friedrichsruhe niemniej mogą się tyczyć Rosyi i jej zbliżenie się teście Rosyi z Francyą — zdrogej. Po za tem, jeśli są prawdziwemi rewelacye „Figara” francuskiego, którymi w tej chwili rozbrzmiewa prasa europejska — to trójprzymierze Austro-włosko-niemieckie, po za którem, samem położeniem rzeczy, stoi i Anglia — byłoby zemstą za postawę, jaką Rosya podobno przyjęła w lutym r. b. względem Niemiec.: [1353, 233, 1651, 443]
finance-table: [361, 1555, 656, 1628]
